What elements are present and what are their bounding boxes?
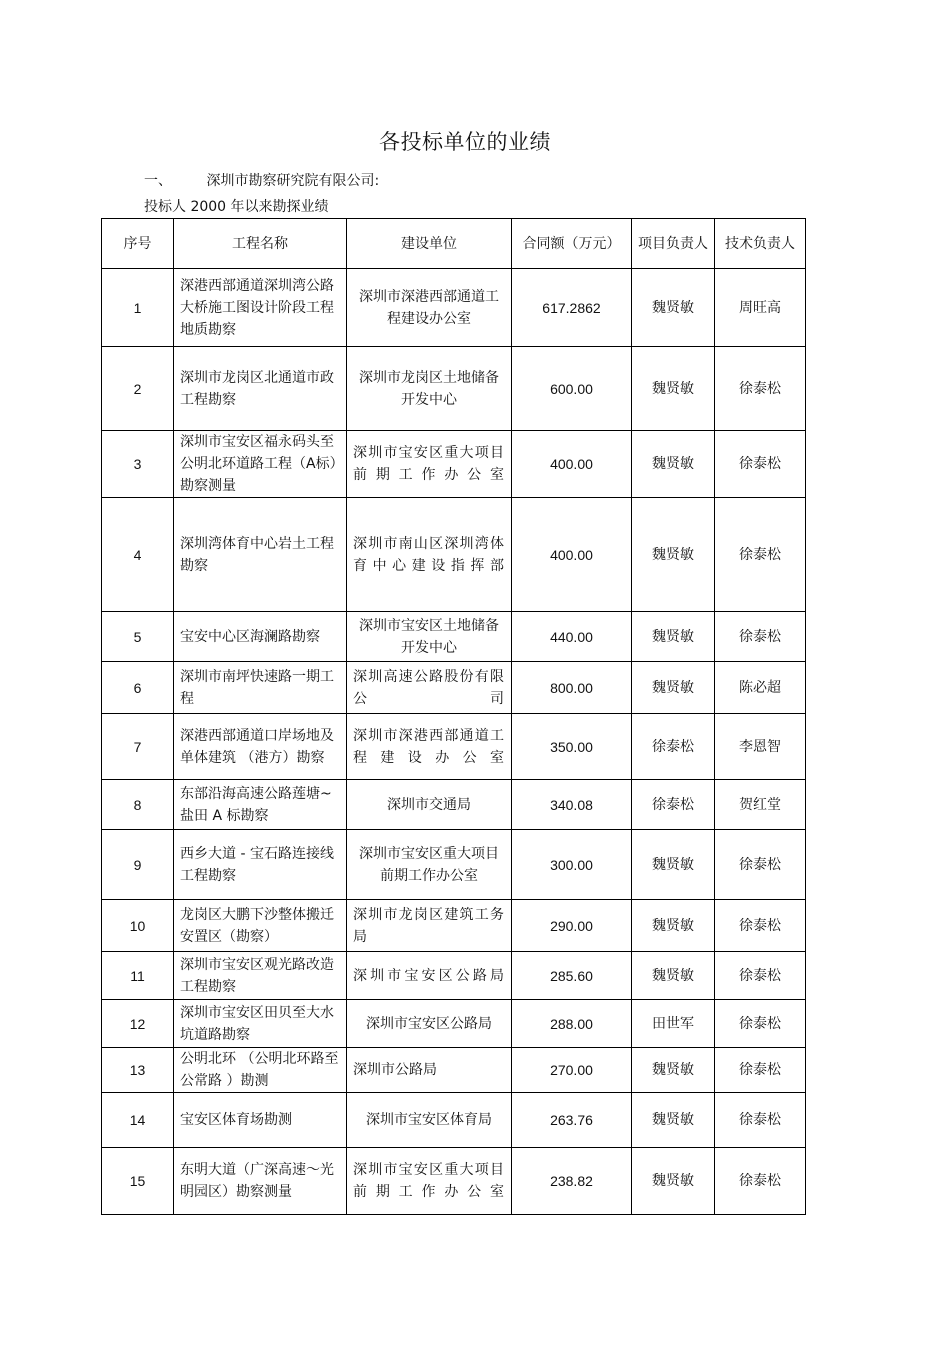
table-row <box>102 830 806 900</box>
table-row <box>102 780 806 830</box>
table-row <box>102 269 806 347</box>
row-amount: 285.60 <box>512 952 632 1000</box>
row-project-name: 深圳湾体育中心岩土工程勘察 <box>174 498 347 612</box>
row-owner: 深圳市宝安区公路局 <box>347 952 512 1000</box>
row-tech-lead: 徐泰松 <box>715 612 806 662</box>
table-row <box>102 1148 806 1215</box>
row-project-name: 深港西部通道口岸场地及单体建筑 （港方）勘察 <box>174 714 347 780</box>
company-name: 深圳市勘察研究院有限公司: <box>206 173 380 189</box>
row-index: 10 <box>102 900 174 952</box>
page-title: 各投标单位的业绩 <box>379 130 551 154</box>
table-row <box>102 714 806 780</box>
row-amount: 800.00 <box>512 662 632 714</box>
row-manager: 魏贤敏 <box>632 431 715 498</box>
row-project-name: 深港西部通道深圳湾公路大桥施工图设计阶段工程地质勘察 <box>174 269 347 347</box>
row-manager: 魏贤敏 <box>632 830 715 900</box>
row-owner: 深圳市宝安区土地储备开发中心 <box>347 612 512 662</box>
row-tech-lead: 徐泰松 <box>715 900 806 952</box>
header-tech-lead: 技术负责人 <box>715 219 806 269</box>
row-tech-lead: 陈必超 <box>715 662 806 714</box>
row-amount: 238.82 <box>512 1148 632 1215</box>
table-row <box>102 347 806 431</box>
row-amount: 400.00 <box>512 498 632 612</box>
row-owner: 深圳市龙岗区建筑工务局 <box>347 900 512 952</box>
row-manager: 魏贤敏 <box>632 952 715 1000</box>
row-amount: 340.08 <box>512 780 632 830</box>
row-manager: 魏贤敏 <box>632 900 715 952</box>
row-index: 15 <box>102 1148 174 1215</box>
section-number: 一、 <box>144 173 172 189</box>
row-owner: 深圳市深港西部通道工程建设办公室 <box>347 269 512 347</box>
table-row <box>102 900 806 952</box>
row-project-name: 深圳市宝安区观光路改造工程勘察 <box>174 952 347 1000</box>
header-project: 工程名称 <box>174 219 347 269</box>
row-owner: 深圳市南山区深圳湾体育中心建设指挥部 <box>347 498 512 612</box>
row-index: 14 <box>102 1093 174 1148</box>
row-project-name: 深圳市宝安区福永码头至公明北环道路工程（A标）勘察测量 <box>174 431 347 498</box>
table-row <box>102 1093 806 1148</box>
row-index: 1 <box>102 269 174 347</box>
header-amount: 合同额（万元） <box>512 219 632 269</box>
row-owner: 深圳市交通局 <box>347 780 512 830</box>
row-amount: 288.00 <box>512 1000 632 1048</box>
row-index: 13 <box>102 1048 174 1093</box>
table-row <box>102 431 806 498</box>
row-manager: 徐泰松 <box>632 714 715 780</box>
table-caption: 投标人 2000 年以来勘探业绩 <box>144 199 329 215</box>
row-project-name: 宝安区体育场勘测 <box>174 1093 347 1148</box>
row-manager: 魏贤敏 <box>632 498 715 612</box>
row-amount: 400.00 <box>512 431 632 498</box>
row-owner: 深圳市宝安区体育局 <box>347 1093 512 1148</box>
header-manager: 项目负责人 <box>632 219 715 269</box>
row-tech-lead: 徐泰松 <box>715 1000 806 1048</box>
table-row <box>102 1000 806 1048</box>
row-tech-lead: 徐泰松 <box>715 498 806 612</box>
row-index: 12 <box>102 1000 174 1048</box>
row-amount: 440.00 <box>512 612 632 662</box>
row-tech-lead: 周旺高 <box>715 269 806 347</box>
row-owner: 深圳市宝安区公路局 <box>347 1000 512 1048</box>
row-index: 8 <box>102 780 174 830</box>
row-amount: 270.00 <box>512 1048 632 1093</box>
table-row <box>102 1048 806 1093</box>
row-manager: 魏贤敏 <box>632 269 715 347</box>
table-row <box>102 612 806 662</box>
row-index: 4 <box>102 498 174 612</box>
row-manager: 魏贤敏 <box>632 1093 715 1148</box>
row-project-name: 深圳市南坪快速路一期工程 <box>174 662 347 714</box>
row-tech-lead: 贺红堂 <box>715 780 806 830</box>
row-tech-lead: 徐泰松 <box>715 347 806 431</box>
row-manager: 魏贤敏 <box>632 612 715 662</box>
row-index: 3 <box>102 431 174 498</box>
row-owner: 深圳市宝安区重大项目前期工作办公室 <box>347 830 512 900</box>
row-owner: 深圳市宝安区重大项目前期工作办公室 <box>347 431 512 498</box>
row-project-name: 龙岗区大鹏下沙整体搬迁安置区（勘察） <box>174 900 347 952</box>
header-owner: 建设单位 <box>347 219 512 269</box>
performance-table <box>101 218 806 1215</box>
row-owner: 深圳市宝安区重大项目前期工作办公室 <box>347 1148 512 1215</box>
table-row <box>102 498 806 612</box>
row-manager: 魏贤敏 <box>632 347 715 431</box>
row-owner: 深圳市公路局 <box>347 1048 512 1093</box>
row-index: 11 <box>102 952 174 1000</box>
row-index: 7 <box>102 714 174 780</box>
row-owner: 深圳市龙岗区土地储备开发中心 <box>347 347 512 431</box>
row-project-name: 东明大道（广深高速～光明园区）勘察测量 <box>174 1148 347 1215</box>
row-index: 6 <box>102 662 174 714</box>
row-owner: 深圳高速公路股份有限公司 <box>347 662 512 714</box>
row-amount: 617.2862 <box>512 269 632 347</box>
row-index: 5 <box>102 612 174 662</box>
row-index: 2 <box>102 347 174 431</box>
table-row <box>102 952 806 1000</box>
row-project-name: 宝安中心区海澜路勘察 <box>174 612 347 662</box>
row-tech-lead: 徐泰松 <box>715 1148 806 1215</box>
row-amount: 350.00 <box>512 714 632 780</box>
row-manager: 魏贤敏 <box>632 662 715 714</box>
header-index: 序号 <box>102 219 174 269</box>
section-heading <box>144 170 379 190</box>
row-tech-lead: 徐泰松 <box>715 431 806 498</box>
row-project-name: 东部沿海高速公路莲塘~盐田 A 标勘察 <box>174 780 347 830</box>
row-project-name: 深圳市宝安区田贝至大水坑道路勘察 <box>174 1000 347 1048</box>
row-tech-lead: 徐泰松 <box>715 1048 806 1093</box>
table-row <box>102 662 806 714</box>
row-manager: 魏贤敏 <box>632 1048 715 1093</box>
row-amount: 290.00 <box>512 900 632 952</box>
row-tech-lead: 徐泰松 <box>715 952 806 1000</box>
row-amount: 263.76 <box>512 1093 632 1148</box>
row-manager: 徐泰松 <box>632 780 715 830</box>
row-owner: 深圳市深港西部通道工程建设办公室 <box>347 714 512 780</box>
row-project-name: 公明北环 （公明北环路至公常路 ）勘测 <box>174 1048 347 1093</box>
row-project-name: 西乡大道 - 宝石路连接线工程勘察 <box>174 830 347 900</box>
row-amount: 600.00 <box>512 347 632 431</box>
row-tech-lead: 徐泰松 <box>715 1093 806 1148</box>
row-tech-lead: 徐泰松 <box>715 830 806 900</box>
row-amount: 300.00 <box>512 830 632 900</box>
header-row <box>102 219 806 269</box>
row-manager: 魏贤敏 <box>632 1148 715 1215</box>
row-project-name: 深圳市龙岗区北通道市政工程勘察 <box>174 347 347 431</box>
row-manager: 田世军 <box>632 1000 715 1048</box>
row-tech-lead: 李恩智 <box>715 714 806 780</box>
row-index: 9 <box>102 830 174 900</box>
